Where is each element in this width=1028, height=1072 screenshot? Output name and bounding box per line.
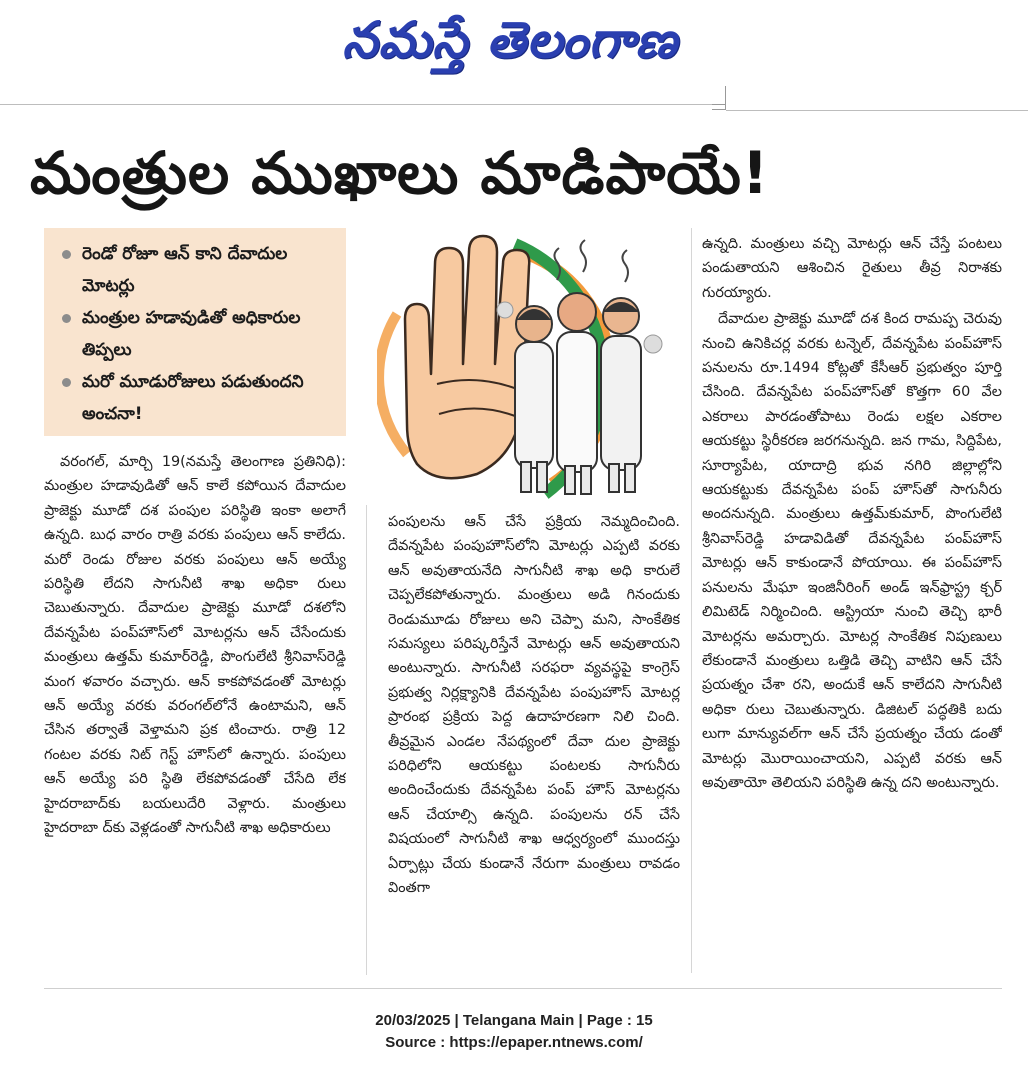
- crop-mark: [712, 86, 726, 110]
- top-rule-right: [726, 110, 1028, 111]
- article-paragraph: ఉన్నది. మంత్రులు వచ్చి మోటర్లు ఆన్ చేస్తే పంటలు పండుతాయని ఆశించిన రైతులు తీవ్ర నిరాశకు గురయ్యారు.: [702, 236, 1002, 301]
- congress-hand-cartoon-icon: [377, 224, 679, 500]
- column-separator: [366, 505, 367, 975]
- bottom-rule: [44, 988, 1002, 989]
- highlights-box: [44, 228, 346, 436]
- article-paragraph: పంపులను ఆన్ చేసే ప్రక్రియ నెమ్మదించింది. దేవన్నపేట పంపుహౌస్‌లోని మోటర్లు ఎప్పటి వరకు ఆన్ అవుతాయనేది సాగునీటి శాఖ అధి కారులే చెప్పలేకపోతున్నారు. మంత్రులు అడి గినందుకు రెండుమూడు రోజులు అని చెప్పా మని, సాంకేతిక సమస్యలు పరిష్కరిస్తేనే మోటర్లు ఆన్ అవుతాయని అంటున్నారు. సాగునీటి సరఫరా వ్యవస్థపై కాంగ్రెస్ ప్రభుత్వ నిర్లక్ష్యానికి దేవన్నపేట పంపుహౌస్ మోటర్ల ప్రారంభ ప్రక్రియ పెద్ద ఉదాహరణగా నిలి చింది. తీవ్రమైన ఎండల నేపథ్యంలో దేవా దుల ప్రాజెక్టు పరిధిలోని ఆయకట్టు పంటలకు సాగునీరు అందించేందుకు దేవన్నపేట పంప్ హౌస్ మోటర్లను ఆన్ చేయాల్సి ఉన్నది. పంపులను రన్ చేసే విషయంలో సాగునీటి శాఖ ఆధ్వర్యంలో ముందస్తు ఏర్పాట్లు చేయ కుండానే నేరుగా మంత్రులు రావడం వింతగా: [388, 514, 680, 897]
- masthead: [0, 0, 1028, 92]
- newspaper-logo: నమస్తే తెలంగాణ: [342, 10, 678, 69]
- footer-source: Source : https://epaper.ntnews.com/: [385, 1034, 643, 1051]
- article-column-3: [702, 232, 1002, 972]
- highlight-item: మంత్రుల హడావుడితో అధికారుల తిప్పలు: [58, 302, 332, 366]
- highlight-item: మరో మూడురోజులు పడుతుందని అంచనా!: [58, 366, 332, 430]
- article-column-1: [44, 450, 346, 980]
- footer-date-page: 20/03/2025 | Telangana Main | Page : 15: [375, 1012, 653, 1029]
- headline: మంత్రుల ముఖాలు మాడిపాయే!: [30, 139, 770, 207]
- column-separator: [691, 228, 692, 973]
- article-paragraph: వరంగల్, మార్చి 19(నమస్తే తెలంగాణ ప్రతినిధి): మంత్రుల హడావుడితో ఆన్ కాలే కపోయిన దేవాదుల ప్రాజెక్టు మూడో దశ పంపుల పరిస్థితి ఇంకా అలాగే ఉన్నది. బుధ వారం రాత్రి వరకు పంపులు ఆన్ కాలేదు. మరో రెండు రోజుల వరకు పంపులు ఆన్ అయ్యే పరిస్థితి లేదని సాగునీటి శాఖ అధికా రులు చెబుతున్నారు. దేవాదుల ప్రాజెక్టు మూడో దశలోని దేవన్నపేట పంప్‌హౌస్‌లో మోటర్లను ఆన్ చేసేందుకు మంత్రులు ఉత్తమ్ కుమార్‌రెడ్డి, పొంగులేటి శ్రీనివాస్‌రెడ్డి మంగ ళవారం వచ్చారు. ఆన్ కాకపోవడంతో మోటర్లు ఆన్ అయ్యే వరకు వరంగల్‌లోనే ఉంటామని, ఆన్ చేసిన తర్వాతే వెళ్తామని ప్రక టించారు. రాత్రి 12 గంటల వరకు నిట్ గెస్ట్ హౌస్‌లో ఉన్నారు. పంపులు ఆన్ అయ్యే పరి స్థితి లేకపోవడంతో చేసేది లేక హైదరాబాద్‌కు బయలుదేరి వెళ్లారు. మంత్రులు హైదరాబా ద్‌కు వెళ్లడంతో సాగునీటి శాఖ అధికారులు: [44, 454, 346, 837]
- crop-mark: [712, 104, 726, 105]
- highlight-item: రెండో రోజూ ఆన్ కాని దేవాదుల మోటర్లు: [58, 238, 332, 302]
- article-paragraph: దేవాదుల ప్రాజెక్టు మూడో దశ కింద రామప్ప చెరువు నుంచి ఉనికిచర్ల వరకు టన్నెల్, దేవన్నపేట పంప్‌హౌస్ పనులను రూ.1494 కోట్లతో కేసీఆర్ ప్రభుత్వం పూర్తి చేసింది. దేవన్నపేట పంప్‌హౌస్‌తో కొత్తగా 60 వేల ఎకరాలు పారడంతోపాటు రెండు లక్షల ఎకరాల ఆయకట్టు స్థిరీకరణ జరగనున్నది. జన గామ, సిద్దిపేట, సూర్యాపేట, యాదాద్రి భువ నగిరి జిల్లాల్లోని ఆయకట్టుకు దేవన్నపేట పంప్ హౌస్‌తో సాగునీరు అందనున్నది. మంత్రులు ఉత్తమ్‌కుమార్, పొంగులేటి శ్రీనివాస్‌రెడ్డి హడావిడితో దేవన్నపేట పంప్‌హౌస్ మోటర్లు ఆన్ కాకుండానే పోయాయి. ఈ పంప్‌హౌస్ పనులను మేఘా ఇంజినీరింగ్ అండ్ ఇన్‌ఫ్రాస్ట్ర క్చర్ లిమిటెడ్ నిర్మించింది. ఆస్ట్రియా నుంచి తెచ్చి భారీ మోటర్లను అమర్చారు. మోటర్ల సాంకేతిక నిపుణులు లేకుండానే మంత్రులు ఒత్తిడి తెచ్చి వాటిని ఆన్ చేసే ప్రయత్నం చేశా రని, అందుకే ఆన్ కాలేదని సాగునీటి అధికా రులు చెబుతున్నారు. డిజిటల్ పద్ధతికి బదు లుగా మాన్యువల్‌గా ఆన్ చేసే ప్రయత్నం చేయ డంతో మోటర్లు మొరాయించాయని, ఎప్పటి వరకు ఆన్ అవుతాయో తెలియని పరిస్థితి ఉన్న దని అంటున్నారు.: [702, 311, 1002, 791]
- article-column-2: [388, 510, 680, 980]
- top-rule: [0, 104, 712, 105]
